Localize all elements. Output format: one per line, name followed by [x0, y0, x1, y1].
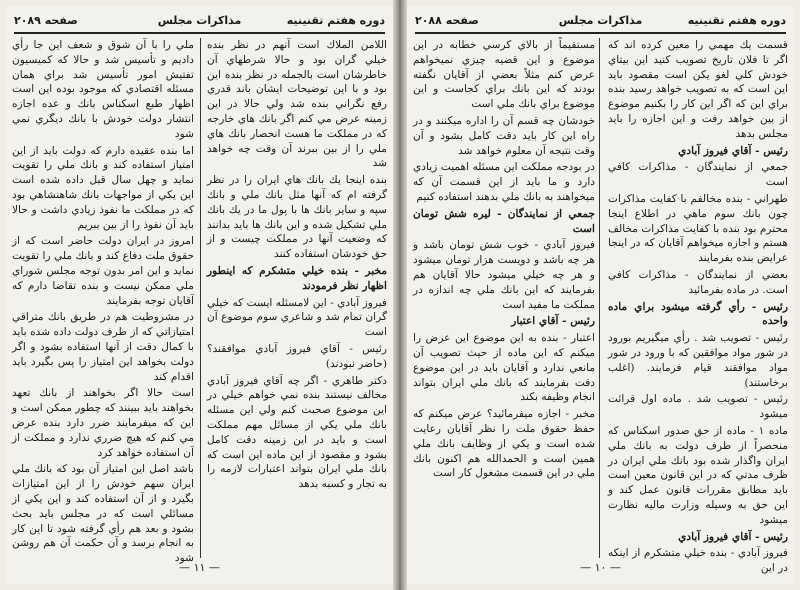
text-column-right — [608, 38, 788, 575]
paragraph: مخبر - اجازه ميفرمائيد؟ عرض ميكنم كه حفظ حقوق ملت را نظر آقايان رعايت شده است و يكي از وظايف بانك ملي همين است و الحمدالله هم اكنون بانك ملي در اين قسمت مشغول كار است — [413, 408, 595, 480]
column-divider — [200, 38, 201, 558]
paragraph: اللامن الملاك است آنهم در نظر بنده خيلي گران بود و حالا شرطهاي آن خاطرشان است بالجمله در نظر بنده اين بود و با اين توضيحات ايشان باند قدري رفع نگراني بنده شد ولي حالا در اين زمينه عرض مي كنم اگر بانك هاي خارجه كه در مملكت ما هست انحصار بانك هاي ملي را از بين ببرند آن وقت چه خواهد شد — [207, 39, 387, 170]
paragraph: بنده اينجا يك بانك هاي ايران را در نظر گرفته ام كه آنها مثل بانك ملي و بانك سپه و ساير بانك ها با پول ما در يك بانك ملي تشكيل شده و اين بانك ها بايد بدانند كه وضعيت آنها در مملكت چيست و از حق خودشان استفاده كنند — [207, 174, 387, 261]
paragraph: ماده ١ - ماده از حق صدور اسكناس كه منحصراً از طرف دولت به بانك ملي ايران واگذار شده بود بانك ملي ايران در ظرف مدتي كه در اين قانون معين است بايد مطابق مقررات قانون عمل كند و اين حق به وسيله وزارت ماليه نظارت ميشود — [608, 424, 788, 526]
text-column-right — [207, 38, 387, 558]
right-page — [407, 6, 794, 584]
text-column-left — [12, 38, 194, 565]
column-divider — [599, 38, 600, 558]
paragraph: اما بنده عقيده دارم كه دولت بايد از اين امتياز استفاده كند و بانك ملي را تقويت نمايد و چهل سال قبل داده شده است اين يكي از مواجهات بانك شاهنشاهي بود كه در مملكت ما نفوذ زيادي داشت و حالا بايد آن نفوذ را از بين ببريم — [12, 144, 194, 231]
paragraph: رئيس - آقاي اعتبار — [511, 315, 595, 328]
paragraph: رئيس - تصويب شد . رأي ميگيريم بورود در شور مواد موافقين كه با ورود در شور مواد موافقند قيام فرمايند. (اغلب برخاستند) — [608, 332, 788, 389]
left-page — [6, 6, 393, 584]
paragraph: قسمت يك مهمي را معين كرده اند كه اگر تا فلان تاريخ تصويب كنيد اين بيتاي خودش كلي لغو يكن است مقصود بايد اين است كه به تصويب خواهد رسيد بنده براي اين كه اگر اين كار را بكنيم موضوع از بين خواهد رفت و اين اجازه را بايد مجلس بدهد — [608, 39, 788, 140]
paragraph: مخبر - بنده خيلي متشكرم كه اينطور اظهار نظر فرمودند — [207, 264, 387, 292]
page-footer-number: — ١١ — — [179, 561, 220, 574]
paragraph: فيروز آبادي - اين لامسئله ايست كه خيلي گران تمام شد و شاعري سوم موضوع آن است — [207, 296, 387, 339]
paragraph: جمعي از نمايندگان - ليره شش تومان است — [413, 207, 595, 235]
text-column-left — [413, 38, 595, 558]
header-title: مذاكرات مجلس — [558, 14, 643, 27]
paragraph: رئيس - آقاي فيروز آبادي موافقند؟ (حاضر نبودند) — [207, 342, 387, 370]
header-session: دوره هفتم تقنينيه — [687, 14, 786, 27]
page-header — [14, 12, 385, 34]
paragraph: رئيس - رأي گرفته ميشود براي ماده واحده — [608, 300, 788, 328]
paragraph: دكتر طاهري - اگر چه آقاي فيروز آبادي مخالف نيستند بنده نمي خواهم خيلي در اين موضوع صحبت كنم ولي اين مسئله بانك ملي يكي از مسائل مهم مملكت است و بايد در اين زمينه دقت كامل بشود و مقصود از اين ماده اين است كه بانك ملي ايران بتواند اعتبارات لازمه را به تجار و كسبه بدهد — [207, 374, 387, 491]
paragraph: در بودجه مملكت اين مسئله اهميت زيادي دارد و ما بايد از اين قسمت آن كه ميخواهند به بانك ملي بدهند استفاده كنيم — [413, 161, 595, 203]
paragraph: رئيس - تصويب شد . ماده اول قرائت ميشود — [608, 393, 788, 421]
paragraph: بعضي از نمايندگان - مذاكرات كافي است. در ماده بفرمائيد — [608, 268, 788, 296]
paragraph: فيروز آبادي - بنده خيلي متشكرم از اينكه در اين — [608, 547, 788, 575]
paragraph: طهراني - بنده مخالفم با كفايت مذاكرات چون بانك سوم ماهي در اطلاع اينجا محترم بود بنده با كفايت مذاكرات مخالف هستم و اجازه ميخواهم آقايان كه در اينجا عرايض بنده بفرمايند — [608, 192, 788, 265]
paragraph: جمعي از نمايندگان - مذاكرات كافي است — [608, 161, 788, 189]
header-page-number: صفحه ۲۰۸۹ — [14, 14, 78, 27]
paragraph: خودشان چه قسم آن را اداره ميكنند و در راه اين كار بايد دقت كامل بشود و آن وقت نتيجه آن معلوم خواهد شد — [413, 114, 595, 157]
paragraph: مستقيماً از بالاي كرسي خطابه در اين موضوع و اين قضيه چيزي نميخواهم عرض كنم مثلاً بعضي از آقايان نگفته بودند كه اين بانك براي كجاست و اين موضوع براي بانك ملي است — [413, 39, 595, 111]
paragraph: ملي را با آن شوق و شعف اين جا رأي داديم و تأسيس شد و حالا كه كميسيون تفتيش امور تأسيس شد براي همان مسئله اقتصادي كه موجود بوده اين است اظهار طبع اسكناس بانك و عده اجازه انتشار دولت خودش با بانك ديگري نمي شود — [12, 39, 194, 140]
paragraph: رئيس - آقاي فيروز آبادي — [678, 530, 788, 543]
paragraph: فيروز آبادي - خوب شش تومان باشد و هر چه باشد و دويست هزار تومان ميشود و هر چه خيلي ميشود حالا آقايان هم بفرمايند كه اين بانك ملي چه اندازه در مملكت ما مفيد است — [413, 239, 595, 311]
paragraph: است حالا اگر بخواهند از بانك تعهد بخواهند بايد ببينند كه چطور ممكن است و اين كه ميفرمايند ضرر دارد بنده عرض مي كنم كه هيچ ضرري ندارد و مملكت از آن استفاده خواهد كرد — [12, 387, 194, 459]
header-title: مذاكرات مجلس — [157, 14, 242, 27]
header-session: دوره هفتم تقنينيه — [286, 14, 385, 27]
paragraph: رئيس - آقاي فيروز آبادي — [678, 144, 788, 157]
paragraph: امروز در ايران دولت حاضر است كه از حقوق ملت دفاع كند و بانك ملي را تقويت نمايد و اين امر بدون توجه مجلس شوراي ملي ممكن نيست و بنده تقاضا دارم كه آقايان توجه بفرمايند — [12, 235, 194, 307]
paragraph: باشد اصل اين امتياز آن بود كه بانك ملي ايران سهم خودش را از اين امتيازات بگيرد و از آن استفاده كند و اين يكي از مسائلي است كه در مجلس بايد بحث بشود و بعد هم رأي گرفته شود تا اين كار به انجام برسد و آن حكمت آن هم روشن شود — [12, 463, 194, 565]
paragraph: در مشروطيت هم در طريق بانك متراقي امتيازاتي كه از طرف دولت داده شده بايد با كمال دقت از آنها استفاده بشود و اگر دولت بخواهد اين امتياز را پس بگيرد بايد اقدام كند — [12, 311, 194, 383]
page-header — [415, 12, 786, 34]
book-spine — [393, 0, 407, 590]
header-page-number: صفحه ۲۰۸۸ — [415, 14, 479, 27]
page-footer-number: — ١٠ — — [580, 561, 621, 574]
paragraph: اعتبار - بنده به اين موضوع اين عرض را ميكنم كه اين ماده از حيث تصويب آن مانعي ندارد و آقايان بايد در اين موضوع دقت بفرمايند كه بانك ملي ايران بتواند انجام وظيفه بكند — [413, 332, 595, 404]
